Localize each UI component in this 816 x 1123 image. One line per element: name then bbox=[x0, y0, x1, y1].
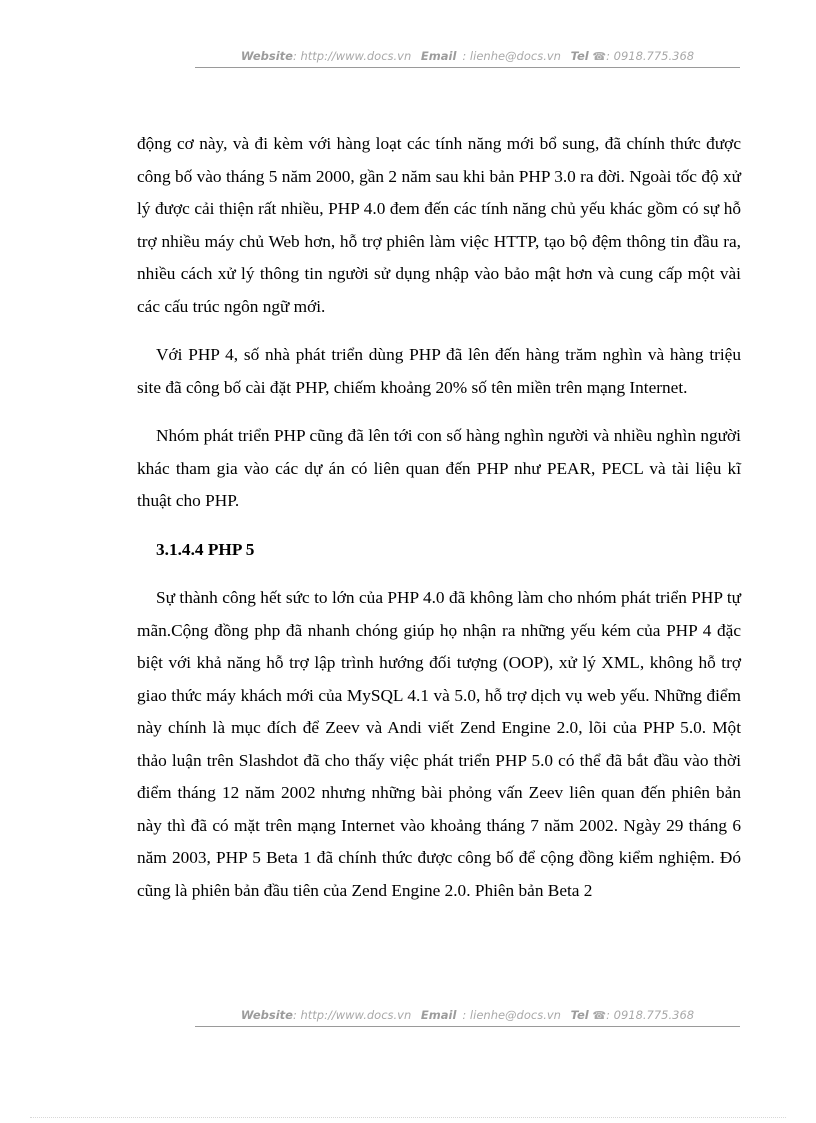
header-tel-label: Tel bbox=[570, 49, 589, 63]
paragraph: Nhóm phát triển PHP cũng đã lên tới con số hàng nghìn người và nhiều nghìn người khác tham gia vào các dự án có liên quan đến PHP như PEAR, PECL và tài liệu kĩ thuật cho PHP. bbox=[137, 426, 741, 510]
header-tel-value: : 0918.775.368 bbox=[606, 49, 695, 63]
header-email-value: : lienhe@docs.vn bbox=[462, 49, 561, 63]
footer-email-value: : lienhe@docs.vn bbox=[462, 1008, 561, 1022]
page-footer bbox=[195, 1008, 740, 1023]
header-email-label: Email bbox=[420, 49, 457, 63]
paragraph: Sự thành công hết sức to lớn của PHP 4.0 đã không làm cho nhóm phát triển PHP tự mãn.Cộng đồng php đã nhanh chóng giúp họ nhận ra những yếu kém của PHP 4 đặc biệt với khả năng hỗ trợ lập trình hướng đối tượng (OOP), xử lý XML, không hỗ trợ giao thức máy khách mới của MySQL 4.1 và 5.0, hỗ trợ dịch vụ web yếu. Những điểm này chính là mục đích để Zeev và Andi viết Zend Engine 2.0, lõi của PHP 5.0. Một thảo luận trên Slashdot đã cho thấy việc phát triển PHP 5.0 có thể đã bắt đầu vào thời điểm tháng 12 năm 2002 nhưng những bài phỏng vấn Zeev liên quan đến phiên bản này thì đã có mặt trên mạng Internet vào khoảng tháng 7 năm 2002. Ngày 29 tháng 6 năm 2003, PHP 5 Beta 1 đã chính thức được công bố để cộng đồng kiểm nghiệm. Đó cũng là phiên bản đầu tiên của Zend Engine 2.0. Phiên bản Beta 2 bbox=[137, 588, 741, 900]
phone-icon: ☎ bbox=[592, 1009, 607, 1022]
footer-tel-label: Tel bbox=[570, 1008, 589, 1022]
footer-website-value: : http://www.docs.vn bbox=[292, 1008, 412, 1022]
header-website-value: : http://www.docs.vn bbox=[292, 49, 412, 63]
paragraph: Với PHP 4, số nhà phát triển dùng PHP đã lên đến hàng trăm nghìn và hàng triệu site đã công bố cài đặt PHP, chiếm khoảng 20% số tên miền trên mạng Internet. bbox=[137, 345, 741, 397]
document-body bbox=[137, 128, 741, 923]
paragraph: động cơ này, và đi kèm với hàng loạt các tính năng mới bổ sung, đã chính thức được công bố vào tháng 5 năm 2000, gần 2 năm sau khi bản PHP 3.0 ra đời. Ngoài tốc độ xử lý được cải thiện rất nhiều, PHP 4.0 đem đến các tính năng chủ yếu khác gồm có sự hỗ trợ nhiều máy chủ Web hơn, hỗ trợ phiên làm việc HTTP, tạo bộ đệm thông tin đầu ra, nhiều cách xử lý thông tin người sử dụng nhập vào bảo mật hơn và cung cấp một vài các cấu trúc ngôn ngữ mới. bbox=[137, 134, 741, 316]
footer-email-label: Email bbox=[420, 1008, 457, 1022]
phone-icon: ☎ bbox=[592, 50, 607, 63]
footer-tel-value: : 0918.775.368 bbox=[606, 1008, 695, 1022]
page-header bbox=[195, 49, 740, 64]
page-edge-divider bbox=[30, 1117, 786, 1118]
header-rule bbox=[195, 67, 740, 68]
footer-rule bbox=[195, 1026, 740, 1027]
section-heading: 3.1.4.4 PHP 5 bbox=[156, 539, 255, 559]
footer-website-label: Website bbox=[240, 1008, 293, 1022]
header-website-label: Website bbox=[240, 49, 293, 63]
